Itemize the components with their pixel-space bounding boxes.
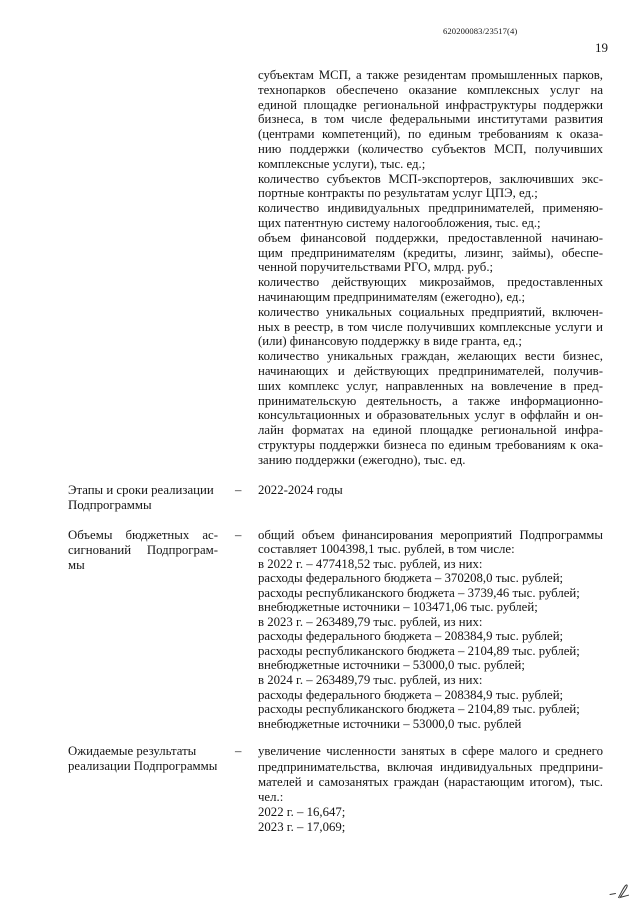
text-line: (центрами компетенций), по единым требованиям к оказа- <box>258 127 603 142</box>
text-line: субъектам МСП, а также резидентам промышленных парков, <box>258 68 603 82</box>
text-line: нию поддержки (количество субъектов МСП, получивших <box>258 141 603 156</box>
row-dash: – <box>235 527 242 542</box>
row-value-line: в 2024 г. – 263489,79 тыс. рублей, из них: <box>258 672 483 687</box>
row-value-line: чел.: <box>258 789 284 804</box>
text-line: количество индивидуальных предпринимателей, применяю- <box>258 201 603 216</box>
text-line: ших комплекс услуг, направленных на вовлечение в пред- <box>258 378 603 393</box>
row-value-line: мателей и самозанятых граждан (нарастающим итогом), тыс. <box>258 774 603 789</box>
row-value <box>258 528 603 732</box>
row-value <box>258 744 603 835</box>
row-label <box>68 744 218 774</box>
handwritten-initials <box>607 882 631 900</box>
text-line: структуры поддержки бизнеса по единым требованиям к ока- <box>258 437 603 452</box>
text-line: консультационных и образовательных услуг в оффлайн и он- <box>258 408 603 423</box>
row-value-line: 2022 г. – 16,647; <box>258 805 346 820</box>
text-line: ных в реестр, в том числе получивших комплексные услуги и <box>258 319 603 334</box>
document-registration-number: 620200083/23517(4) <box>443 26 518 36</box>
row-value-line: в 2022 г. – 477418,52 тыс. рублей, из них: <box>258 556 483 571</box>
row-value-line: 2022-2024 годы <box>258 482 343 497</box>
text-line: принимательскую деятельность, а также информационно- <box>258 393 603 408</box>
row-value <box>258 483 603 498</box>
row-value-line: расходы федерального бюджета – 208384,9 тыс. рублей; <box>258 629 564 644</box>
row-value-line: в 2023 г. – 263489,79 тыс. рублей, из них: <box>258 614 483 629</box>
row-dash: – <box>235 482 242 497</box>
text-line: портные контракты по результатам услуг ЦПЭ, ед.; <box>258 186 538 201</box>
row-label-line: Объемы бюджетных ас- <box>68 527 218 542</box>
row-label-line: сигнований Подпрограм- <box>68 542 218 557</box>
text-line: единой площадке региональной инфраструктуры поддержки <box>258 97 603 112</box>
text-line: комплексные услуги), тыс. ед.; <box>258 156 426 171</box>
row-label-line: реализации Подпрограммы <box>68 759 218 774</box>
row-label-line: Этапы и сроки реализации <box>68 482 214 497</box>
text-line: щим предпринимателям (кредиты, лизинг, займы), обеспе- <box>258 245 603 260</box>
row-dash: – <box>235 744 242 759</box>
row-label <box>68 483 218 513</box>
row-label-line: Ожидаемые результаты <box>68 744 197 759</box>
text-line: (или) финансовую поддержку в виде гранта, ед.; <box>258 334 522 349</box>
row-label-line: Подпрограммы <box>68 497 152 512</box>
row-value-line: внебюджетные источники – 53000,0 тыс. рублей; <box>258 658 525 673</box>
text-line: количество уникальных граждан, желающих вести бизнес, <box>258 349 603 364</box>
row-value-line: внебюджетные источники – 103471,06 тыс. рублей; <box>258 600 538 615</box>
row-value-line: увеличение численности занятых в сфере малого и среднего <box>258 744 603 759</box>
text-line: лайн форматах на единой площадке региональной инфра- <box>258 423 603 438</box>
text-line: начинающим предпринимателям (ежегодно), ед.; <box>258 289 526 304</box>
row-label-line: мы <box>68 557 85 572</box>
text-line: количество уникальных социальных предприятий, включен- <box>258 304 603 319</box>
text-line: ченной поручительствами РГО, млрд. руб.; <box>258 260 494 275</box>
row-label <box>68 528 218 573</box>
row-value-line: внебюджетные источники – 53000,0 тыс. рублей <box>258 716 522 731</box>
row-value-line: 2023 г. – 17,069; <box>258 820 346 835</box>
text-line: количество действующих микрозаймов, предоставленных <box>258 275 603 290</box>
row-value-line: общий объем финансирования мероприятий Подпрограммы <box>258 527 603 542</box>
text-line: щих патентную систему налогообложения, тыс. ед.; <box>258 215 541 230</box>
page-number: 19 <box>595 40 608 55</box>
row-value-line: расходы республиканского бюджета – 3739,46 тыс. рублей; <box>258 585 580 600</box>
row-value-line: предпринимательства, включая индивидуальных предприни- <box>258 759 603 774</box>
indicators-continuation-text <box>258 68 603 468</box>
row-value-line: расходы республиканского бюджета – 2104,89 тыс. рублей; <box>258 702 580 717</box>
text-line: бизнеса, в том числе федеральными институтами развития <box>258 112 603 127</box>
text-line: занию поддержки (ежегодно), тыс. ед. <box>258 452 466 467</box>
row-value-line: расходы федерального бюджета – 208384,9 тыс. рублей; <box>258 687 564 702</box>
text-line: количество субъектов МСП-экспортеров, заключивших экс- <box>258 171 603 186</box>
row-value-line: расходы республиканского бюджета – 2104,89 тыс. рублей; <box>258 643 580 658</box>
row-value-line: составляет 1004398,1 тыс. рублей, в том числе: <box>258 542 515 557</box>
text-line: начинающих и действующих предпринимателей, получив- <box>258 363 603 378</box>
text-line: объем финансовой поддержки, предоставленной начинаю- <box>258 230 603 245</box>
text-line: технопарков обеспечено оказание комплексных услуг на <box>258 82 603 97</box>
row-value-line: расходы федерального бюджета – 370208,0 тыс. рублей; <box>258 571 564 586</box>
